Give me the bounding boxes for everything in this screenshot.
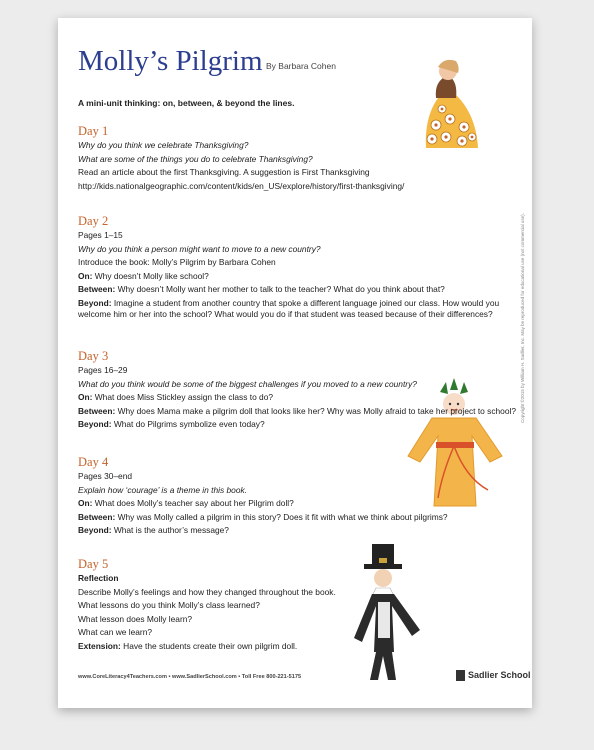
line-text: http://kids.nationalgeographic.com/content/kids/en_US/explore/history/first-thanksgiving/ [78, 180, 405, 191]
prompt-label: Between: [78, 511, 116, 522]
line-text: What does Molly’s teacher say about her Pilgrim doll? [94, 498, 294, 509]
page-subtitle: A mini-unit thinking: on, between, & beyond the lines. [78, 98, 295, 108]
prompt-label: On: [78, 498, 93, 509]
prompt-label: Between: [78, 284, 116, 295]
lesson-line [78, 498, 518, 509]
line-text: Describe Molly’s feelings and how they changed throughout the book. [78, 586, 336, 597]
worksheet-page [58, 18, 532, 708]
line-text: Why do you think we celebrate Thanksgiving? [78, 140, 249, 150]
lesson-line [78, 244, 518, 255]
line-text: What are some of the things you do to celebrate Thanksgiving? [78, 153, 313, 164]
line-text: What does Miss Stickley assign the class to do? [94, 392, 274, 403]
lesson-line [78, 471, 518, 482]
copyright-notice: Copyright ©2015 by William H. Sadlier, Inc. May be reproduced for educational use (not commercial use). [520, 213, 525, 423]
lesson-line [78, 406, 518, 417]
line-text: Why do you think a person might want to move to a new country? [78, 243, 321, 254]
lesson-line [78, 627, 518, 638]
line-text: What lesson does Molly learn? [78, 613, 193, 624]
prompt-label: Beyond: [78, 297, 112, 308]
day-heading: Day 4 [78, 455, 109, 469]
lesson-line [78, 512, 518, 523]
footer-links: www.CoreLiteracy4Teachers.com • www.SadlierSchool.com • Toll Free 800-221-5175 [78, 674, 302, 680]
day-section [78, 124, 518, 194]
day-heading: Day 3 [78, 349, 109, 363]
lesson-line [78, 614, 518, 625]
line-text: What is the author’s message? [113, 525, 229, 536]
lesson-line [78, 181, 518, 192]
lesson-line [78, 379, 518, 390]
line-text: Introduce the book: Molly’s Pilgrim by Barbara Cohen [78, 257, 276, 268]
line-text: Why doesn’t Molly like school? [94, 270, 209, 281]
lesson-line [78, 573, 518, 584]
line-text: What do Pilgrims symbolize even today? [113, 419, 265, 430]
line-text: Pages 30–end [78, 471, 133, 481]
day-section [78, 349, 518, 433]
lesson-line [78, 525, 518, 536]
line-text: What can we learn? [78, 627, 153, 638]
line-text: Explain how ‘courage’ is a theme in this book. [78, 484, 247, 495]
prompt-label: Beyond: [78, 525, 112, 536]
day-section [78, 557, 518, 655]
line-text: Have the students create their own pilgrim doll. [123, 640, 298, 651]
lesson-line [78, 641, 518, 652]
line-text: Why doesn’t Molly want her mother to talk to the teacher? What do you think about that? [117, 284, 445, 295]
prompt-label: On: [78, 392, 93, 403]
lesson-line [78, 600, 518, 611]
lesson-line [78, 365, 518, 376]
prompt-label: Beyond: [78, 419, 112, 430]
lesson-line [78, 140, 518, 151]
lesson-line [78, 298, 518, 319]
line-text: Read an article about the first Thanksgiving. A suggestion is First Thanksgiving [78, 167, 370, 178]
lesson-line [78, 230, 518, 241]
lesson-line [78, 271, 518, 282]
lesson-line [78, 284, 518, 295]
prompt-label: Extension: [78, 640, 121, 651]
lesson-line [78, 587, 518, 598]
line-text: Pages 1–15 [78, 230, 123, 240]
day-heading: Day 2 [78, 214, 109, 228]
line-text: Pages 16–29 [78, 365, 128, 375]
prompt-label: Between: [78, 405, 116, 416]
line-text: Why does Mama make a pilgrim doll that looks like her? Why was Molly afraid to take her project to school? [117, 405, 517, 416]
line-text: What lessons do you think Molly’s class learned? [78, 600, 260, 611]
lesson-line [78, 485, 518, 496]
line-text: Imagine a student from another country that spoke a different language joined our class. How would you welcome him or her into the school? What would you do if that student was teased because of their differences? [78, 297, 500, 319]
line-text: Reflection [78, 573, 119, 583]
day-heading: Day 1 [78, 124, 109, 138]
page-title: Molly’s Pilgrim [78, 45, 263, 77]
day-section [78, 455, 518, 539]
lesson-line [78, 167, 518, 178]
lesson-line [78, 392, 518, 403]
sadlier-school-logo [456, 670, 531, 681]
lesson-line [78, 419, 518, 430]
lesson-line [78, 257, 518, 268]
line-text: What do you think would be some of the biggest challenges if you moved to a new country? [78, 378, 417, 389]
prompt-label: On: [78, 270, 93, 281]
author-byline: By Barbara Cohen [266, 61, 336, 71]
line-text: Why was Molly called a pilgrim in this story? Does it fit with what we think about pilgrims? [117, 511, 448, 522]
day-section [78, 214, 518, 322]
brand-name: Sadlier School [468, 670, 531, 680]
day-heading: Day 5 [78, 557, 109, 571]
lesson-line [78, 154, 518, 165]
sadlier-logo-icon [456, 670, 465, 681]
